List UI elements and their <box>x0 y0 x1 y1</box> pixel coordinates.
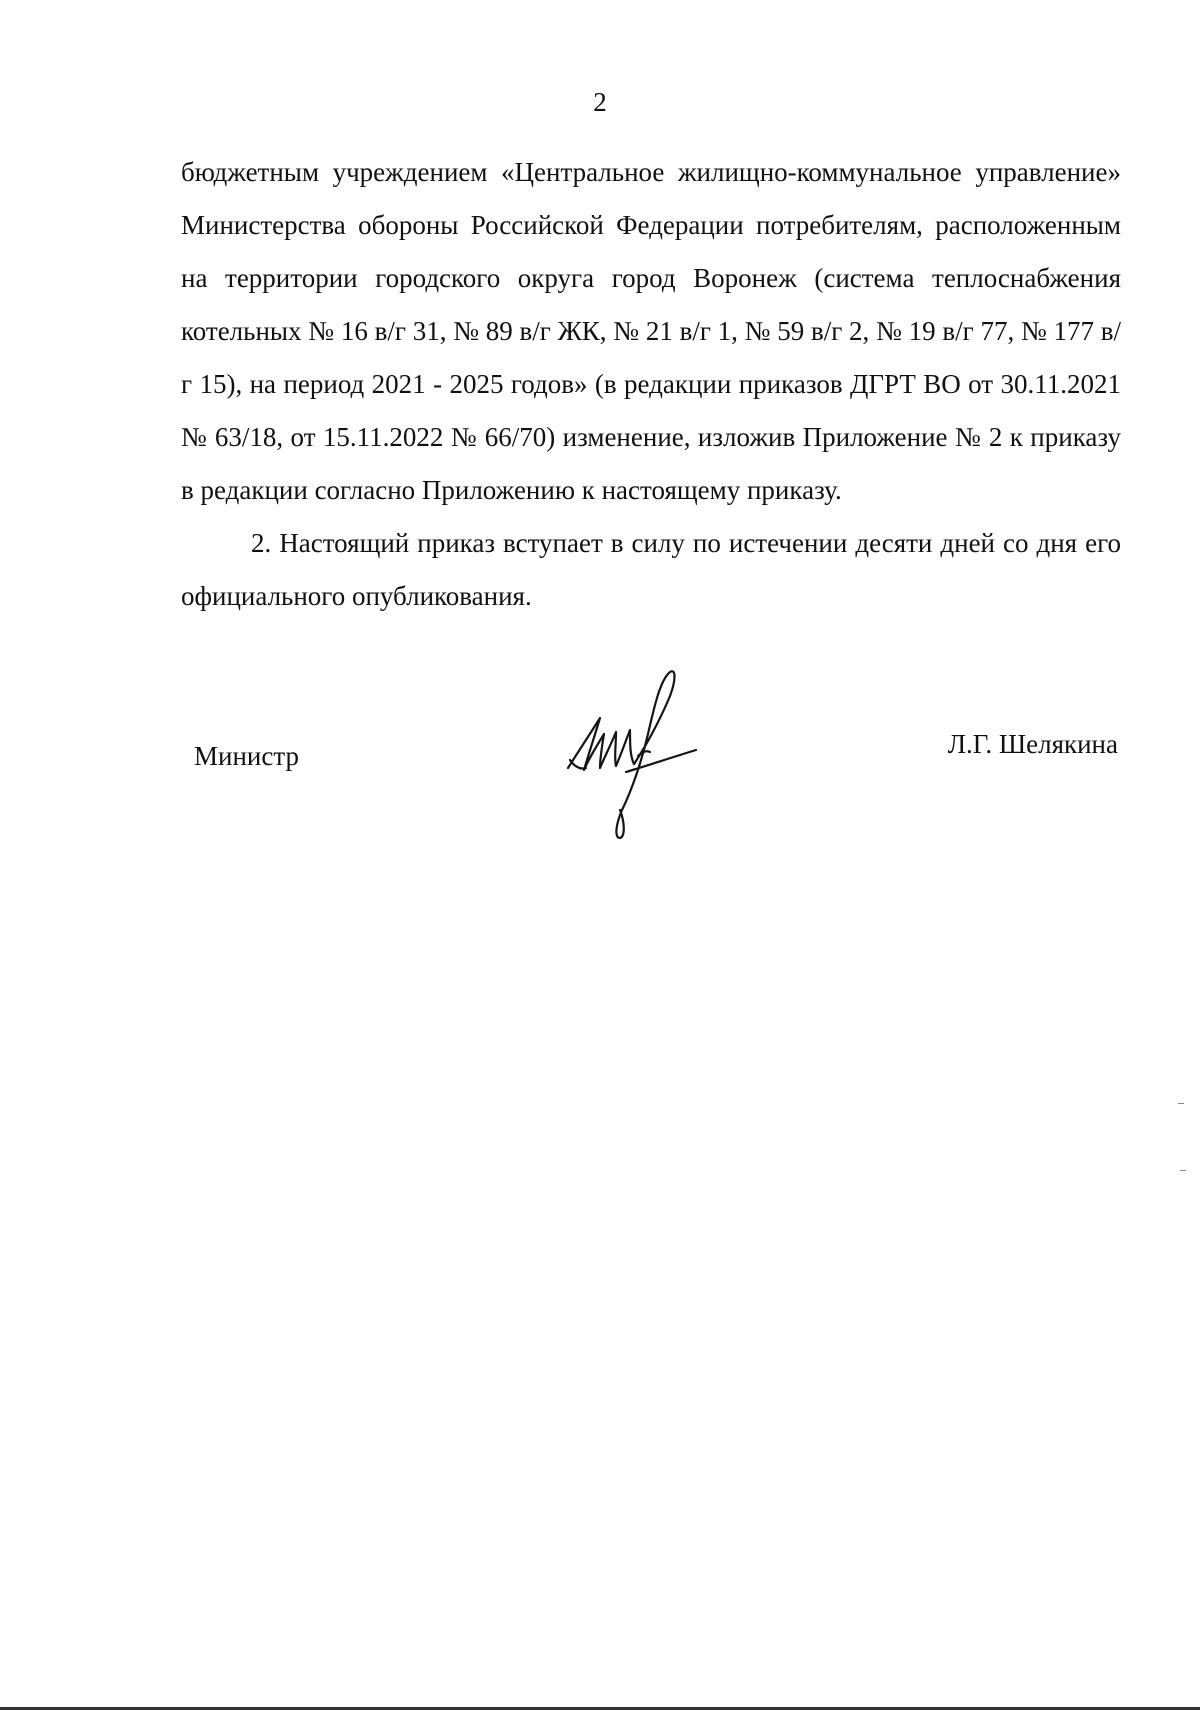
scan-speck <box>1178 1103 1184 1104</box>
signatory-name: Л.Г. Шелякина <box>947 729 1118 759</box>
paragraph-2: 2. Настоящий приказ вступает в силу по истечении десяти дней со дня его официального опубликования. <box>181 528 1121 611</box>
scan-speck <box>1180 1170 1186 1171</box>
document-body <box>181 146 1121 623</box>
signatory-role: Министр <box>194 741 299 771</box>
page-number: 2 <box>593 87 607 117</box>
handwritten-signature <box>560 660 730 840</box>
paragraph-1: бюджетным учреждением «Центральное жилищно-коммунальное управление» Министерства обороны Российской Федерации потребителям, расположенным на территории городского округа город Воронеж (система теплоснабжения котельных № 16 в/г 31, № 89 в/г ЖК, № 21 в/г 1, № 59 в/г 2, № 19 в/г 77, № 177 в/г 15), на период 2021 - 2025 годов» (в редакции приказов ДГРТ ВО от 30.11.2021 № 63/18, от 15.11.2022 № 66/70) изменение, изложив Приложение № 2 к приказу в редакции согласно Приложению к настоящему приказу. <box>181 157 1121 505</box>
